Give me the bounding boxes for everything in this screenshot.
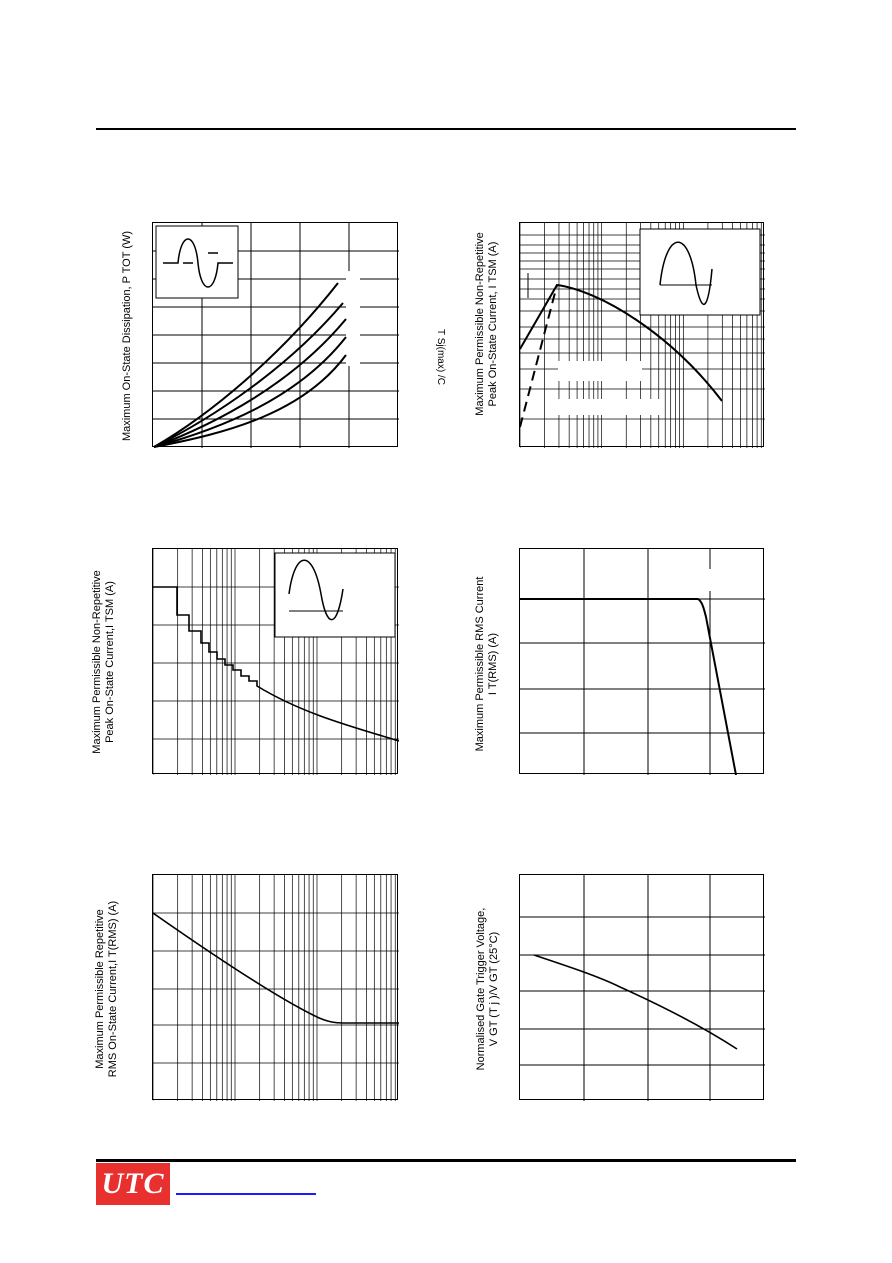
footer-link[interactable] bbox=[176, 1193, 316, 1195]
footer-rule bbox=[96, 1159, 796, 1162]
chart5-ylabel: Maximum Permissible Repetitive RMS On-State Current,I T(RMS) (A) bbox=[94, 900, 119, 1078]
header-rule bbox=[96, 128, 796, 130]
chart5-plot bbox=[153, 875, 399, 1101]
chart6-plot bbox=[520, 875, 765, 1101]
utc-logo bbox=[96, 1163, 170, 1205]
chart6-panel bbox=[519, 874, 764, 1100]
chart1-plot bbox=[153, 223, 399, 448]
chart2-panel bbox=[519, 222, 764, 447]
chart2-ylabel: Maximum Permissible Non-Repetitive Peak On-State Current, I TSM (A) bbox=[474, 232, 499, 416]
chart3-panel bbox=[152, 548, 398, 774]
chart1-panel bbox=[152, 222, 398, 447]
chart2-side-label: T Sj(max) /C bbox=[435, 329, 446, 385]
chart4-plot bbox=[520, 549, 765, 775]
chart3-ylabel: Maximum Permissible Non-Repetitive Peak On-State Current,I TSM (A) bbox=[91, 570, 116, 754]
chart3-plot bbox=[153, 549, 399, 775]
chart4-panel bbox=[519, 548, 764, 774]
chart1-ylabel: Maximum On-State Dissipation, P TOT (W) bbox=[121, 230, 133, 442]
logo-text: UTC bbox=[101, 1167, 165, 1200]
chart6-ylabel: Normalised Gate Trigger Voltage, V GT (T j )/V GT (25°C) bbox=[475, 907, 500, 1071]
chart2-plot bbox=[520, 223, 765, 448]
chart5-panel bbox=[152, 874, 398, 1100]
chart4-ylabel: Maximum Permissible RMS Current I T(RMS) (A) bbox=[474, 576, 499, 752]
